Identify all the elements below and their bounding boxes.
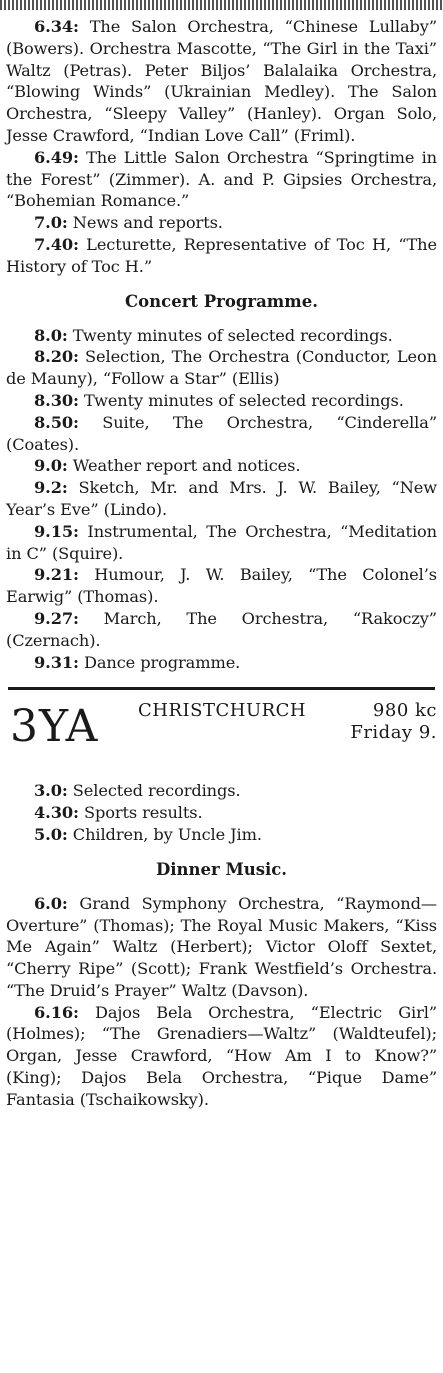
programme-entry [0,346,443,390]
programme-entry [0,521,443,565]
station-header [10,700,437,774]
programme-entry [0,477,443,521]
station-callsign: 3YA [10,701,99,753]
entry-text: The Little Salon Orchestra “Springtime in the Forest” (Zimmer). A. and P. Gipsies Orchestra, “Bohemian Romance.” [6,147,437,211]
entry-time: 6.0: [34,893,68,913]
entry-time: 8.0: [34,325,68,345]
entry-text: Lecturette, Representative of Toc H, “The History of Toc H.” [6,234,437,276]
entry-text: Selection, The Orchestra (Conductor, Leon de Mauny), “Follow a Star” (Ellis) [6,347,437,389]
entry-text: Instrumental, The Orchestra, “Meditation in C” (Squire). [6,521,437,563]
entry-text: Suite, The Orchestra, “Cinderella” (Coates). [6,412,437,454]
station-line-top [138,700,437,722]
programme-entry [0,147,443,212]
entry-time: 8.50: [34,412,79,432]
programme-entry [0,412,443,456]
programme-entry [0,608,443,652]
programme-entry [0,780,443,802]
entry-text: Twenty minutes of selected recordings. [67,325,393,345]
programme-entry [0,212,443,234]
entry-time: 9.2: [34,478,68,498]
entry-time: 9.15: [34,521,79,541]
page-top-border [0,0,443,10]
entry-time: 3.0: [34,781,68,801]
entry-time: 6.16: [34,1002,79,1022]
entry-text: Humour, J. W. Bailey, “The Colonel’s Earwig” (Thomas). [6,565,437,607]
entry-text: Grand Symphony Orchestra, “Raymond—Overture” (Thomas); The Royal Music Makers, “Kiss Me Again” Waltz (Herbert); Victor Oloff Sextet, “Cherry Ripe” (Scott); Frank Westfield’s Orchestra. “The Druid’s Prayer” Waltz (Davson). [6,893,437,1000]
entry-time: 6.34: [34,17,79,36]
entry-text: News and reports. [67,213,223,233]
entry-time: 8.30: [34,390,79,410]
entry-time: 4.30: [34,803,79,823]
programme-entry [0,1002,443,1111]
programme-entry [0,325,443,347]
station-day: Friday 9. [350,722,437,744]
entry-time: 6.49: [34,147,79,167]
entry-text: Weather report and notices. [67,456,301,476]
entry-text: Dance programme. [78,652,241,672]
entry-text: Children, by Uncle Jim. [67,824,262,844]
programme-entry [0,234,443,278]
programme-entry [0,893,443,1002]
entry-time: 9.27: [34,608,79,628]
programme-entry [0,564,443,608]
station-frequency: 980 kc [372,700,437,722]
section-divider [8,687,435,690]
entry-text: Twenty minutes of selected recordings. [78,390,404,410]
programme-entry [0,390,443,412]
entry-time: 8.20: [34,347,79,367]
entry-text: The Salon Orchestra, “Chinese Lullaby” (Bowers). Orchestra Mascotte, “The Girl in the Taxi” Waltz (Petras). Peter Biljos’ Balalaika Orchestra, “Blowing Winds” (Ukrainian Medley). The Salon Orchestra, “Sleepy Valley” (Hanley). Organ Solo, Jesse Crawford, “Indian Love Call” (Friml). [6,17,437,145]
concert-programme-heading: Concert Programme. [125,291,318,311]
station-city: CHRISTCHURCH [138,700,307,722]
entry-time: 5.0: [34,824,68,844]
entry-text: Selected recordings. [67,781,241,801]
station-line-bottom [138,722,437,744]
entry-time: 7.0: [34,213,68,233]
station-info [138,700,437,744]
entry-time: 9.31: [34,652,79,672]
dinner-music-heading: Dinner Music. [155,859,288,879]
entry-time: 9.21: [34,565,79,585]
entry-text: Sports results. [78,803,203,823]
programme-entry [0,455,443,477]
entry-time: 7.40: [34,234,79,254]
programme-column [0,16,443,1111]
entry-text: Dajos Bela Orchestra, “Electric Girl” (Holmes); “The Grenadiers—Waltz” (Waldteufel); Organ, Jesse Crawford, “How Am I to Know?” (King); Dajos Bela Orchestra, “Pique Dame” Fantasia (Tschaikowsky). [6,1002,437,1109]
programme-entry [0,824,443,846]
entry-text: March, The Orchestra, “Rakoczy” (Czernach). [6,608,437,650]
programme-entry [0,16,443,147]
entry-time: 9.0: [34,456,68,476]
programme-entry [0,652,443,674]
entry-text: Sketch, Mr. and Mrs. J. W. Bailey, “New Year’s Eve” (Lindo). [6,478,437,519]
programme-entry [0,802,443,824]
